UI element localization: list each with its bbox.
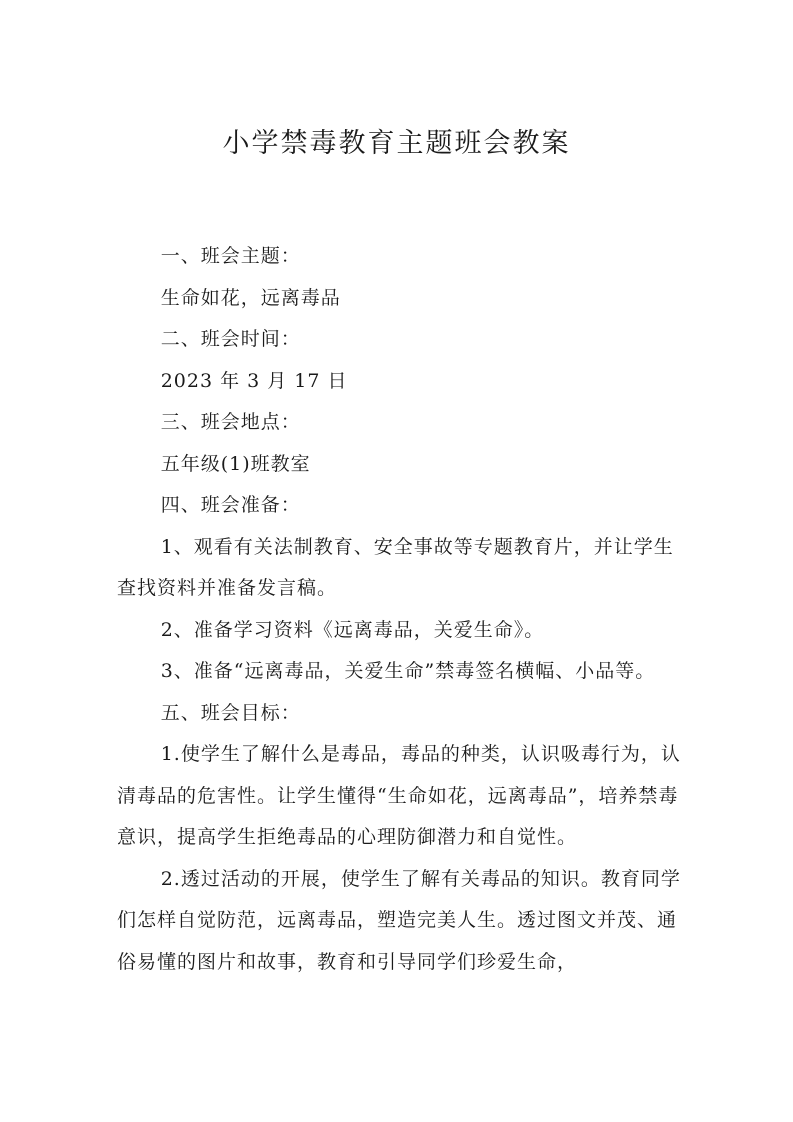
preparation-item: 2、准备学习资料《远离毒品，关爱生命》。 bbox=[160, 618, 545, 641]
section-heading-goals: 五、班会目标： bbox=[160, 701, 301, 724]
theme-text: 生命如花，远离毒品 bbox=[160, 286, 341, 309]
document-title: 小学禁毒教育主题班会教案 bbox=[222, 128, 571, 159]
preparation-item: 3、准备“远离毒品，关爱生命”禁毒签名横幅、小品等。 bbox=[160, 660, 656, 682]
time-text: 2023 年 3 月 17 日 bbox=[160, 369, 348, 392]
section-heading-time: 二、班会时间： bbox=[160, 328, 301, 350]
location-text: 五年级(1)班教室 bbox=[160, 452, 311, 475]
goal-item: 1.使学生了解什么是毒品，毒品的种类，认识吸毒行为，认清毒品的危害性。让学生懂得“生命如花，远离毒品”，培养禁毒意识，提高学生拒绝毒品的心理防御潜力和自觉性。 bbox=[117, 743, 681, 848]
section-heading-location: 三、班会地点： bbox=[160, 411, 301, 433]
preparation-item: 1、观看有关法制教育、安全事故等专题教育片，并让学生查找资料并准备发言稿。 bbox=[117, 535, 674, 599]
section-heading-theme: 一、班会主题： bbox=[160, 245, 301, 267]
document-body bbox=[117, 236, 687, 983]
goal-item: 2.透过活动的开展，使学生了解有关毒品的知识。教育同学们怎样自觉防范，远离毒品，塑造完美人生。透过图文并茂、通俗易懂的图片和故事，教育和引导同学们珍爱生命， bbox=[117, 867, 681, 973]
section-heading-preparation: 四、班会准备： bbox=[160, 494, 301, 516]
